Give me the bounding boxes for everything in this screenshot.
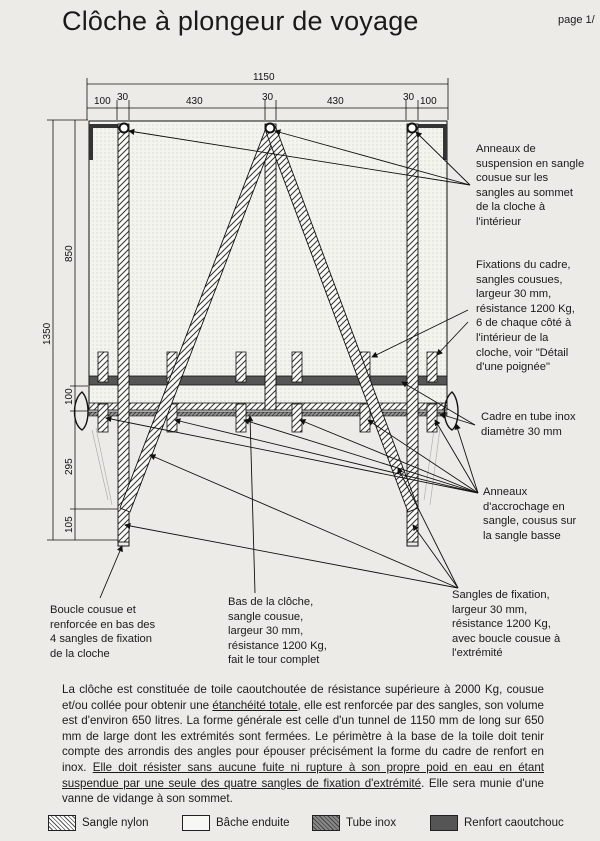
strap-loops — [118, 540, 418, 546]
callout-anneaux-suspension: Anneaux de suspension en sangle cousue sur les sangles au sommet de la cloche à l'intérieur — [476, 143, 585, 228]
dim-top-total: 1150 — [253, 72, 275, 83]
dim-side-105: 105 — [64, 516, 75, 533]
caoutchouc-swatch — [430, 815, 458, 831]
description-paragraph: La clôche est constituée de toile caoutchoutée de résistance supérieure à 2000 Kg, cousue et/ou collée pour obtenir une étanchéité totale, elle est renforcée par des sangles, son volume est d'environ 650 litres. La forme générale est celle d'un tunnel de 1150 mm de long sur 650 mm de large dont les extrémités sont fermées. Le périmètre à la base de la toile doit tenir compte des arrondis des angles pour épouser précisément la forme du cadre de renfort en inox. Elle doit résister sans aucune fuite ni rupture à son propre poid en eau en étant suspendue par une seule des quatre sangles de fixation d'extrémité. Elle sera munie d'une vanne de vidange à son sommet. — [62, 683, 544, 806]
callout-bas-cloche: Bas de la clôche, sangle cousue, largeur 30 mm, résistance 1200 Kg, fait le tour complet — [228, 596, 327, 667]
callout-cadre-tube: Cadre en tube inox diamètre 30 mm — [481, 411, 576, 438]
dim-430-right: 430 — [327, 96, 344, 107]
dim-side-295: 295 — [64, 458, 75, 475]
dim-30-left: 30 — [117, 92, 129, 103]
dim-side-850: 850 — [64, 245, 75, 262]
nylon-swatch — [48, 815, 76, 831]
legend-inox: Tube inox — [312, 812, 396, 834]
page-title: Clôche à plongeur de voyage — [62, 6, 419, 36]
dim-100-left: 100 — [94, 96, 111, 107]
dim-30-right: 30 — [403, 92, 415, 103]
dim-30-mid: 30 — [262, 92, 274, 103]
callout-sangles-fixation: Sangles de fixation, largeur 30 mm, résistance 1200 Kg, avec boucle cousue à l'extrémité — [452, 589, 561, 660]
dim-100-right: 100 — [420, 96, 437, 107]
bache-swatch — [182, 815, 210, 831]
page-number: page 1/ — [558, 14, 595, 26]
legend-nylon: Sangle nylon — [48, 812, 149, 834]
legend-bache: Bâche enduite — [182, 812, 290, 834]
dim-430-left: 430 — [186, 96, 203, 107]
inox-frame — [89, 412, 447, 416]
callout-anneaux-accrochage: Anneaux d'accrochage en sangle, cousus sur la sangle basse — [483, 486, 577, 542]
callout-fixations-cadre: Fixations du cadre, sangles cousues, largeur 30 mm, résistance 1200 Kg, 6 de chaque côté à l'intérieur de la cloche, voir "Détail d'une poignée" — [476, 259, 575, 374]
dim-side-100: 100 — [64, 388, 75, 405]
legend-caoutchouc: Renfort caoutchouc — [430, 812, 564, 834]
inox-swatch — [312, 815, 340, 831]
callout-boucle: Boucle cousue et renforcée en bas des 4 sangles de fixation de la cloche — [50, 604, 156, 660]
dim-side-total: 1350 — [42, 322, 53, 345]
